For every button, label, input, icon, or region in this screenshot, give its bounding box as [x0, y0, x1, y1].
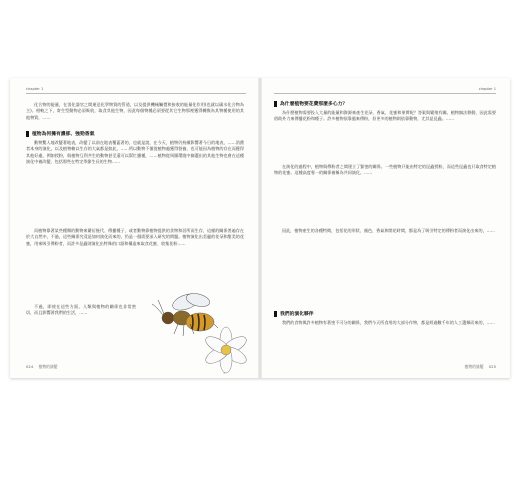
- right-page-number: 025: [488, 364, 496, 369]
- left-header-rule: [26, 93, 246, 94]
- right-book-title: 植物的演變: [464, 364, 484, 369]
- left-page: [10, 78, 260, 378]
- left-section-heading-text: 植物為何擁有濃郁、強勁香氣: [32, 132, 95, 137]
- left-book-title: 植物的演變: [38, 364, 58, 369]
- right-running-head: chapter 1: [478, 87, 496, 91]
- left-paragraph-3: 而植物靠著某些種類的動物來繁衍後代、傳播種子，或者動物靠植物提供的食物和居所而生存，這樣的關係普遍存在於大自然中，不過，這些關係究竟是如何演化而來的，仍是一個需要深入研究的問題。植物演化出美麗的花朵和甜美的花蜜，用來吸引傳粉者，而許多昆蟲則演化出特殊的口器和構造來取食花蜜、收集花粉……: [26, 228, 244, 246]
- right-folio: [465, 364, 496, 370]
- right-paragraph-2: 在演化的過程中，植物與傳粉者之間建立了緊密的關係。一些植物只能由特定的昆蟲授粉，而這些昆蟲也只取食特定植物的花蜜。這種高度專一的關係被稱為共同演化。……: [274, 164, 496, 176]
- right-section-heading-1: [274, 100, 347, 107]
- left-paragraph-1: 化合物的能量，在消化器官之間運送化學物質的管道，以及提供機械觸覺和接收的能量化作用(也就以碳水化合物為主)。相較之下，寄生型動物必須吸收，取食其他生物，因此每個物種必須要從其它生物那裡獲得轉換為其物種使用的其他物質，……: [26, 102, 244, 120]
- book-spread: [10, 78, 510, 378]
- left-paragraph-2: 動物驚人地改變著地表，改變了以前在地表覆蓋著的，也就是說，在今天，植物仍持續影響著今日的地表，……消費者本身的演化，以及植物賴以生存的大氣都是如此，……所以動物不僅從植物處獲得營養，也可能因為植物的存在而獲得其他好處，例如授粉，與植物互利共生的動物甚至還可以幫忙播種，……植物從周圍環境中篩選出的其他生物也會在這種演化中被改變，包括那些在特定季節生長的生物……: [26, 140, 244, 165]
- right-paragraph-3: 因此，植物產生的各種特徵，包括花的形狀、顏色、香氣和開花時間，都是為了吸引特定的傳粉者而演化出來的，……: [282, 228, 495, 233]
- left-folio: [26, 364, 57, 370]
- section-marker-icon: [274, 311, 277, 317]
- left-running-head: chapter 1: [26, 87, 44, 91]
- section-marker-icon: [274, 101, 277, 107]
- right-section-heading-2: [274, 310, 314, 317]
- right-section-heading-2-text: 我們的演化夥伴: [280, 312, 314, 317]
- right-paragraph-4: 我們的食物與許多植物有著密不可分的關係，我們今天所食用的大部分作物，都是經過數千年的人工選擇而來的，……: [282, 320, 495, 325]
- right-paragraph-1: 為什麼植物需要投入大量的能量和資源來產生花朵、香氣、花蜜和果實呢？答案與繁殖有關。植物無法移動，因此需要借助外力來傳播花粉和種子。許多植物依靠風來傳粉，但更多的植物則依靠動物，尤其是昆蟲。……: [274, 110, 496, 122]
- bee-on-flower-illustration: [138, 288, 254, 374]
- right-header-rule: [274, 93, 496, 94]
- right-page: [260, 78, 510, 378]
- left-paragraph-4: 不過，即使在這些方面，人類與植物的關係也非常密切，而且影響著我們的生活，……: [26, 304, 136, 316]
- left-page-number: 024: [26, 364, 34, 369]
- section-marker-icon: [26, 131, 29, 137]
- right-section-heading-1-text: 為什麼植物要花費那麼多心力？: [280, 102, 348, 107]
- left-section-heading: [26, 130, 94, 137]
